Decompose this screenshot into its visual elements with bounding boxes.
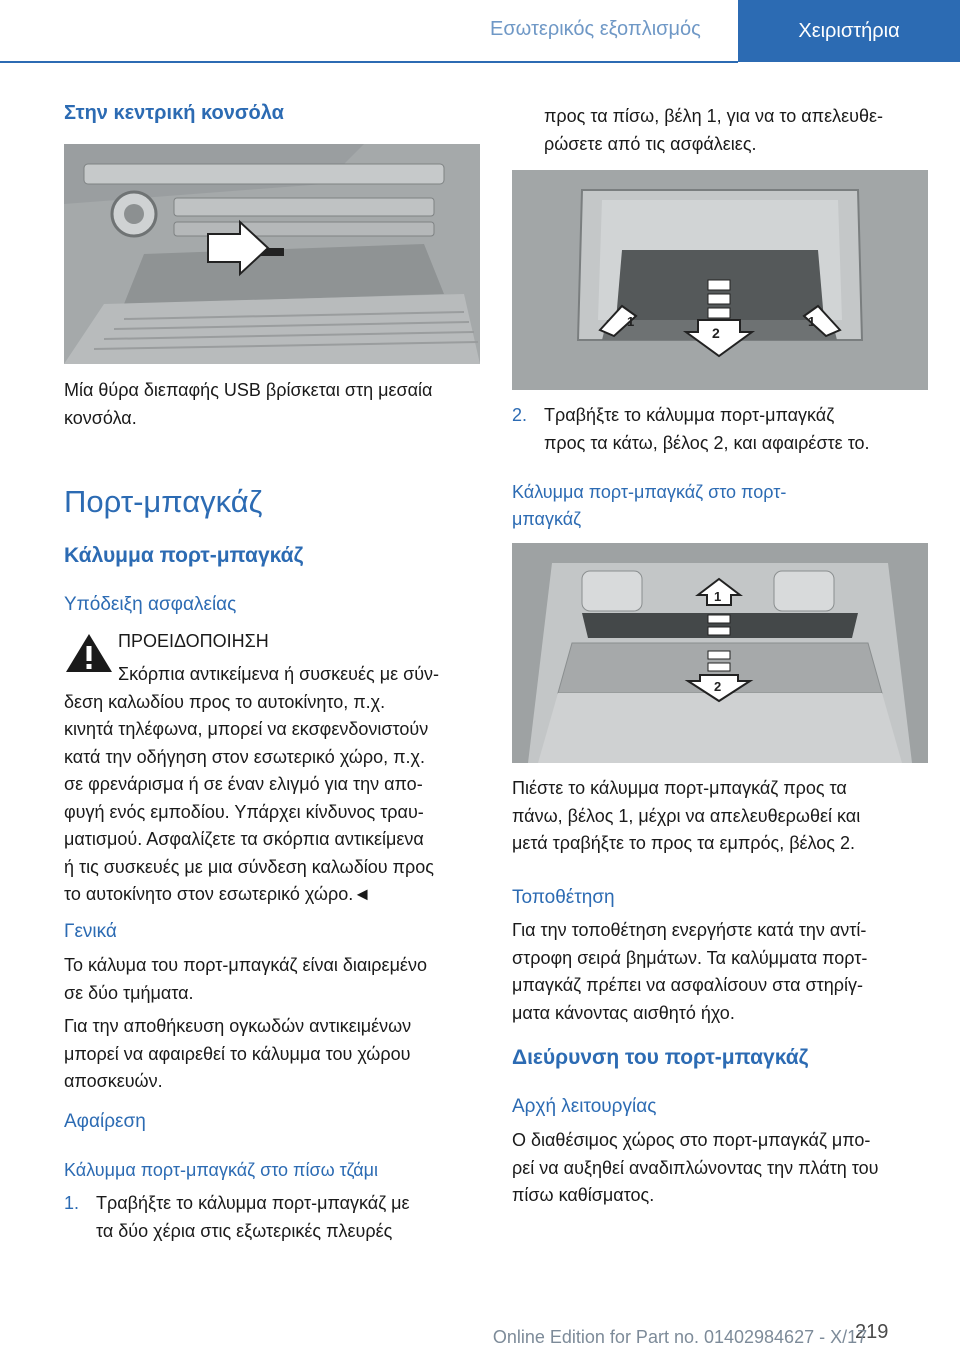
page-number: 219 — [855, 1321, 889, 1343]
principle-text: Ο διαθέσιμος χώρος στο πορτ-μπαγκάζ μπο- ρεί να αυξηθεί αναδιπλώνοντας την πλάτη του πίσω καθίσματος. — [512, 1130, 879, 1205]
trunk-cover-heading: Κάλυμμα πορτ-μπαγκάζ στο πορτ- μπαγκάζ — [512, 482, 787, 529]
luggage-compartment-title: Πορτ-μπαγκάζ — [64, 484, 263, 519]
warning-text: Σκόρπια αντικείμενα ή συσκευές με σύν- δεση καλωδίου προς το αυτοκίνητο, π.χ. κινητά τηλέφωνα, μπορεί να εκσφενδονιστούν κατά την οδήγηση στον εσωτερικό χώρο, π.χ. σε φρενάρισμα ή σε έναν ελιγμό για την απο- φυγή ενός εμποδίου. Υπάρχει κίνδυνος τραυ- ματισμού. Ασφαλίζετε τα σκόρπια αντικείμενα ή τις συσκευές με μια σύνδεση καλωδίου προς το αυτοκίνητο στον εσωτερικό χώρο.◄ — [64, 664, 440, 904]
header-rule — [0, 61, 738, 63]
step-1-continued: προς τα πίσω, βέλη 1, για να το απελευθε- ρώσετε από τις ασφάλειες. — [544, 106, 884, 154]
general-heading: Γενικά — [64, 921, 117, 942]
rear-window-cover-heading: Κάλυμμα πορτ-μπαγκάζ στο πίσω τζάμι — [64, 1160, 379, 1180]
usb-description: Μία θύρα διεπαφής USB βρίσκεται στη μεσαία κονσόλα. — [64, 380, 433, 428]
page-header — [0, 0, 960, 62]
svg-text:1: 1 — [808, 314, 816, 329]
step-1-number: 1. — [64, 1193, 80, 1213]
general-paragraph-2: Για την αποθήκευση ογκωδών αντικειμένων μπορεί να αφαιρεθεί το κάλυμμα του χώρου αποσκευών. — [64, 1016, 412, 1091]
svg-text:2: 2 — [714, 679, 722, 694]
usb-console-figure — [64, 144, 480, 364]
trunk-cover-figure — [512, 543, 928, 763]
step-2: 2. Τραβήξτε το κάλυμμα πορτ-μπαγκάζ προς τα κάτω, βέλος 2, και αφαιρέστε το. — [512, 402, 870, 457]
header-section-title: Εσωτερικός εξοπλισμός — [490, 18, 701, 40]
footer-edition: Online Edition for Part no. 01402984627 - X/17 — [492, 1327, 868, 1347]
step-1: 1. Τραβήξτε το κάλυμμα πορτ-μπαγκάζ με τα δύο χέρια στις εξωτερικές πλευρές — [64, 1190, 410, 1245]
cover-title: Κάλυμμα πορτ-μπαγκάζ — [64, 544, 304, 567]
step-2-number: 2. — [512, 405, 528, 425]
header-chapter-tab: Χειριστήρια — [738, 0, 960, 62]
safety-heading: Υπόδειξη ασφαλείας — [64, 594, 237, 615]
warning-label: ΠΡΟΕΙΔΟΠΟΙΗΣΗ — [118, 631, 269, 651]
svg-text:1: 1 — [714, 589, 722, 604]
expansion-title: Διεύρυνση του πορτ-μπαγκάζ — [512, 1046, 809, 1069]
general-paragraph-1: Το κάλυμα του πορτ-μπαγκάζ είναι διαιρεμένο σε δύο τμήματα. — [64, 955, 427, 1003]
svg-text:1: 1 — [627, 314, 635, 329]
install-text: Για την τοποθέτηση ενεργήστε κατά την αντί- στροφη σειρά βημάτων. Τα καλύμματα πορτ- μπαγκάζ πρέπει να ασφαλίσουν στα στηρίγ- ματα κάνοντας αισθητό ήχο. — [512, 920, 868, 1023]
removal-heading: Αφαίρεση — [64, 1111, 146, 1132]
trunk-cover-text: Πιέστε το κάλυμμα πορτ-μπαγκάζ προς τα πάνω, βέλος 1, μέχρι να απελευθερωθεί και μετά τραβήξτε το προς τα εμπρός, βέλος 2. — [512, 778, 861, 853]
svg-text:2: 2 — [712, 325, 720, 341]
principle-heading: Αρχή λειτουργίας — [512, 1096, 657, 1117]
console-heading: Στην κεντρική κονσόλα — [64, 102, 284, 124]
install-heading: Τοποθέτηση — [512, 887, 615, 908]
rear-window-cover-figure — [512, 170, 928, 390]
